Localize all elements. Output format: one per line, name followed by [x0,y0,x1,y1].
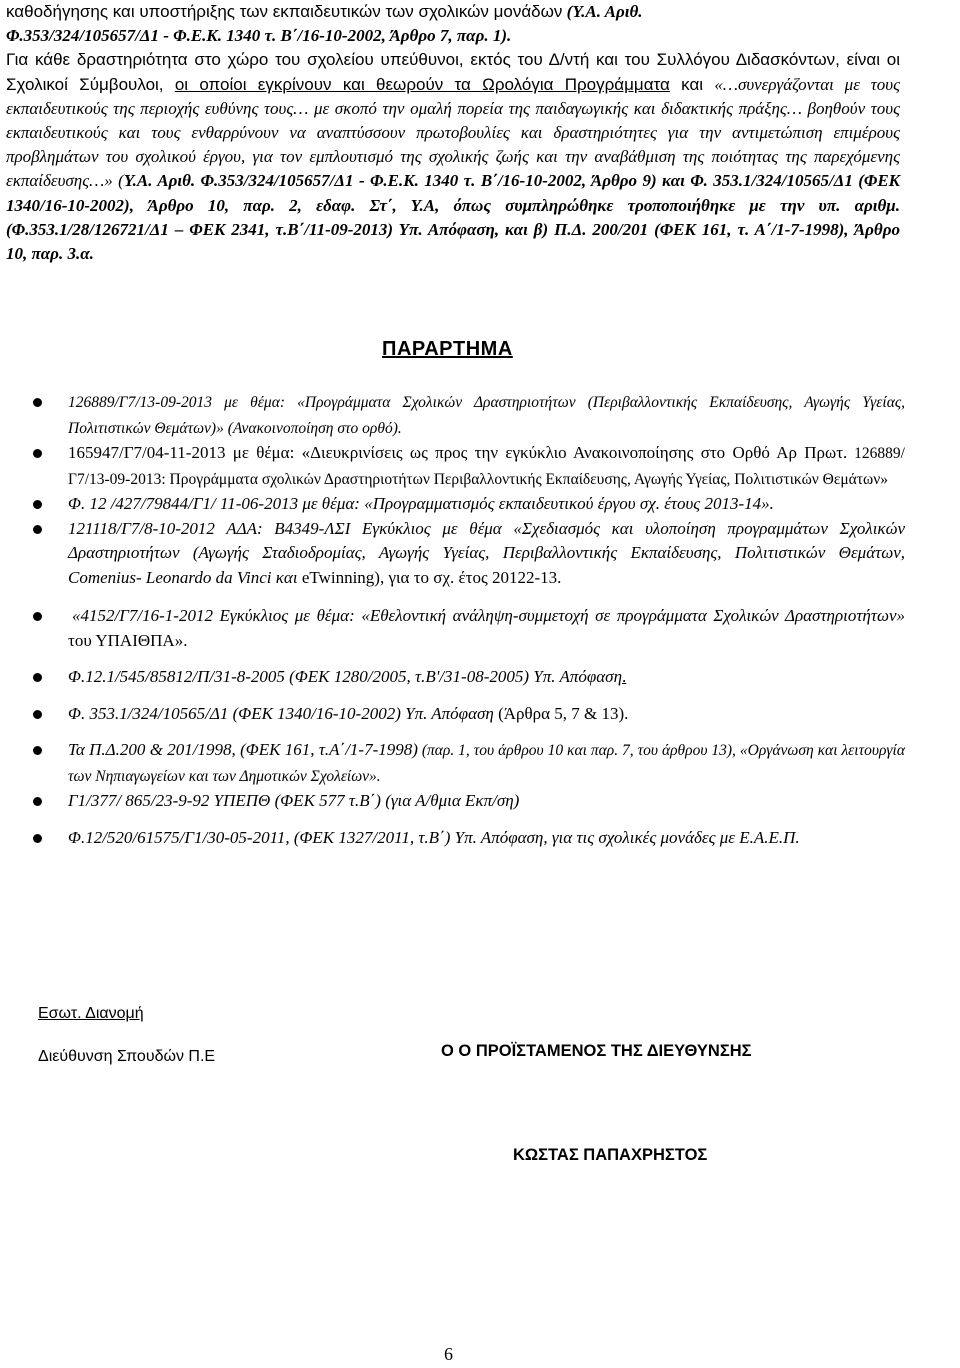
bullet-icon [33,398,42,407]
intro-line-1: καθοδήγησης και υποστήριξης των εκπαιδευτικών των σχολικών μονάδων (Υ.Α. Αριθ. [6,2,643,21]
bullet-icon [33,834,42,843]
directorate-label: Διεύθυνση Σπουδών Π.Ε [38,1048,216,1065]
list-item: 121118/Γ7/8-10-2012 ΑΔΑ: Β4349-ΛΣΙ Εγκύκλιος με θέμα «Σχεδιασμός και υλοποίηση προγραμμάτων Σχολικών Δραστηριοτήτων (Αγωγής Σταδιοδρομίας, Αγωγής Υγείας, Περιβαλλοντικής Εκπαίδευσης, Πολιτιστικών Θεμάτων, Comenius- Leonardo da Vinci και eTwinning), για το σχ. έτος 20122-13. [30,517,905,591]
annex-list [30,390,905,850]
intro-line-2: Φ.353/324/105657/Δ1 - Φ.Ε.Κ. 1340 τ. Β΄/16-10-2002, Άρθρο 7, παρ. 1). [6,26,512,46]
signatory-name: ΚΩΣΤΑΣ ΠΑΠΑΧΡΗΣΤΟΣ [513,1146,708,1164]
bullet-icon [33,797,42,806]
list-item: Φ. 12 /427/79844/Γ1/ 11-06-2013 με θέμα: «Προγραμματισμός εκπαιδευτικού έργου σχ. έτους 2013-14». [30,492,905,517]
list-item: 165947/Γ7/04-11-2013 με θέμα: «Διευκρινίσεις ως προς την εγκύκλιο Ανακοινοποίησης στο Ορθό Αρ Πρωτ. 126889/Γ7/13-09-2013: Προγράμματα σχολικών Δραστηριοτήτων Περιβαλλοντικής Εκπαίδευσης, Αγωγής Υγείας, Πολιτιστικών Θεμάτων» [30,441,905,492]
intro-text [6,0,900,266]
bullet-icon [33,525,42,534]
list-item: Φ.12/520/61575/Γ1/30-05-2011, (ΦΕΚ 1327/2011, τ.Β΄) Υπ. Απόφαση, για τις σχολικές μονάδες με Ε.Α.Ε.Π. [30,826,905,851]
annex-heading: ΠΑΡΑΡΤΗΜΑ [382,338,513,360]
bullet-icon [33,449,42,458]
list-item: Φ.12.1/545/85812/Π/31-8-2005 (ΦΕΚ 1280/2005, τ.Β'/31-08-2005) Υπ. Απόφαση. [30,665,905,690]
list-item: Φ. 353.1/324/10565/Δ1 (ΦΕΚ 1340/16-10-2002) Υπ. Απόφαση (Άρθρα 5, 7 & 13). [30,702,905,727]
page-number: 6 [444,1344,453,1364]
bullet-icon [33,710,42,719]
signatory-title: Ο Ο ΠΡΟΪΣΤΑΜΕΝΟΣ ΤΗΣ ΔΙΕΥΘΥΝΣΗΣ [441,1042,752,1060]
bullet-icon [33,500,42,509]
list-item: Γ1/377/ 865/23-9-92 ΥΠΕΠΘ (ΦΕΚ 577 τ.Β΄) (για Α/θμια Εκπ/ση) [30,789,905,814]
list-item: 126889/Γ7/13-09-2013 με θέμα: «Προγράμματα Σχολικών Δραστηριοτήτων (Περιβαλλοντικής Εκπαίδευσης, Αγωγής Υγείας, Πολιτιστικών Θεμάτων)» (Ανακοινοποίηση στο ορθό). [30,390,905,441]
internal-distribution-label: Εσωτ. Διανομή [38,1005,144,1022]
bullet-icon [33,612,42,621]
list-item: Τα Π.Δ.200 & 201/1998, (ΦΕΚ 161, τ.Α΄/1-7-1998) (παρ. 1, του άρθρου 10 και παρ. 7, του άρθρου 13), «Οργάνωση και λειτουργία των Νηπιαγωγείων και των Δημοτικών Σχολείων». [30,738,905,789]
bullet-icon [33,746,42,755]
list-item: «4152/Γ7/16-1-2012 Εγκύκλιος με θέμα: «Εθελοντική ανάληψη-συμμετοχή σε προγράμματα Σχολικών Δραστηριοτήτων» του ΥΠΑΙΘΠΑ». [30,604,905,653]
intro-paragraph: Για κάθε δραστηριότητα στο χώρο του σχολείου υπεύθυνοι, εκτός του Δ/ντή και του Συλλόγου Διδασκόντων, είναι οι Σχολικοί Σύμβουλοι, οι οποίοι εγκρίνουν και θεωρούν τα Ωρολόγια Προγράμματα και «…συνεργάζονται με τους εκπαιδευτικούς της περιοχής ευθύνης τους… με σκοπό την ομαλή πορεία της παιδαγωγικής και διδακτικής πράξης… βοηθούν τους εκπαιδευτικούς και τους ενθαρρύνουν να αναπτύσσουν πρωτοβουλίες και δραστηριότητες για την αντιμετώπιση επιμέρους προβλημάτων του σχολικού έργου, για τον εμπλουτισμό της σχολικής ζωής και την αναβάθμιση της ποιότητας της παρεχόμενης εκπαίδευσης…» (Υ.Α. Αριθ. Φ.353/324/105657/Δ1 - Φ.Ε.Κ. 1340 τ. Β΄/16-10-2002, Άρθρο 9) και Φ. 353.1/324/10565/Δ1 (ΦΕΚ 1340/16-10-2002), Άρθρο 10, παρ. 2, εδαφ. Στ΄, Υ.Α, όπως συμπληρώθηκε τροποποιήθηκε με την υπ. αριθμ. (Φ.353.1/28/126721/Δ1 – ΦΕΚ 2341, τ.Β΄/11-09-2013) Υπ. Απόφαση, και β) Π.Δ. 200/201 (ΦΕΚ 161, τ. Α΄/1-7-1998), Άρθρο 10, παρ. 3.α. [6,50,901,264]
bullet-icon [33,673,42,682]
